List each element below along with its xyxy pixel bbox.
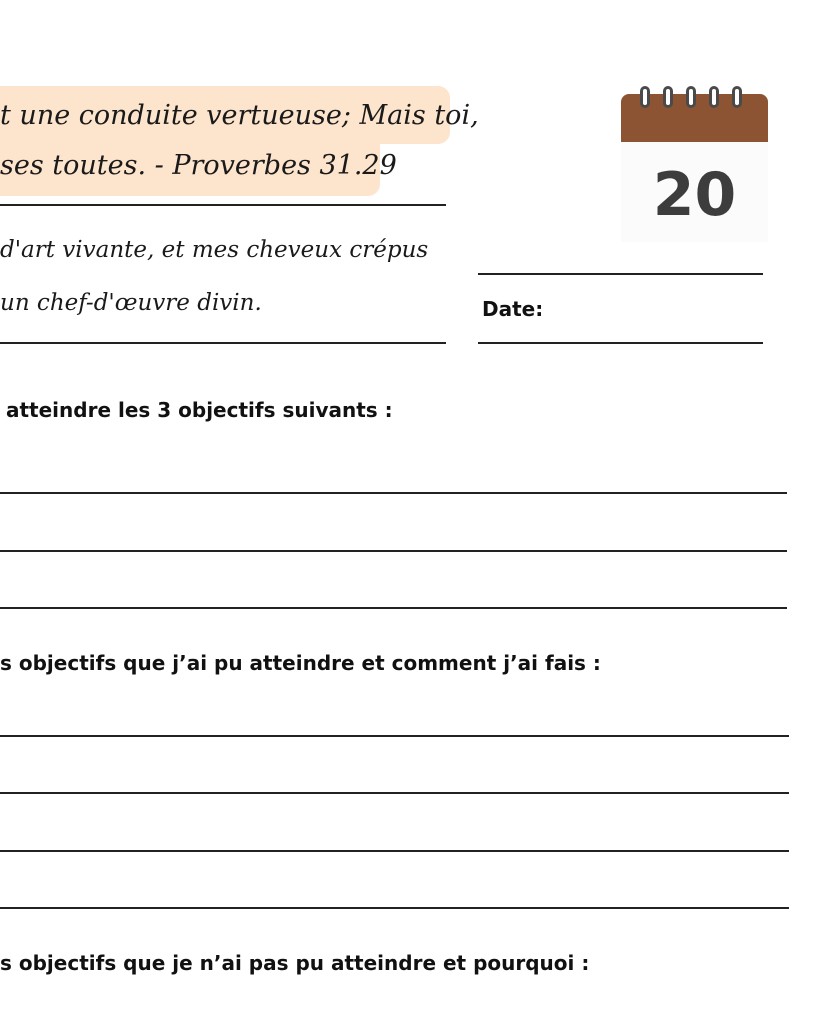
writing-line[interactable]	[0, 907, 789, 909]
section-heading-goals: atteindre les 3 objectifs suivants :	[6, 398, 393, 422]
section-heading-not-achieved: s objectifs que je n’ai pas pu atteindre et pourquoi :	[0, 951, 590, 975]
section-heading-achieved: s objectifs que j’ai pu atteindre et comment j’ai fais :	[0, 651, 601, 675]
date-top-line	[478, 273, 763, 275]
writing-line[interactable]	[0, 607, 787, 609]
writing-line[interactable]	[0, 850, 789, 852]
quote-underline	[0, 204, 446, 206]
calendar-ring-icon	[709, 86, 719, 108]
quote-line-1: t une conduite vertueuse; Mais toi,	[0, 100, 479, 131]
calendar-ring-icon	[640, 86, 650, 108]
calendar-day: 20	[652, 160, 737, 230]
calendar-icon	[618, 82, 770, 242]
calendar-ring-icon	[686, 86, 696, 108]
affirmation-line-2: un chef-d'œuvre divin.	[0, 290, 262, 316]
writing-line[interactable]	[0, 492, 787, 494]
quote-line-2: ses toutes. - Proverbes 31.29	[0, 150, 397, 181]
calendar-ring-icon	[732, 86, 742, 108]
affirmation-line-1: d'art vivante, et mes cheveux crépus	[0, 237, 429, 263]
writing-line[interactable]	[0, 792, 789, 794]
date-field[interactable]	[478, 342, 763, 344]
writing-line[interactable]	[0, 735, 789, 737]
writing-line[interactable]	[0, 550, 787, 552]
calendar-ring-icon	[663, 86, 673, 108]
date-label: Date:	[482, 297, 544, 321]
affirmation-underline	[0, 342, 446, 344]
